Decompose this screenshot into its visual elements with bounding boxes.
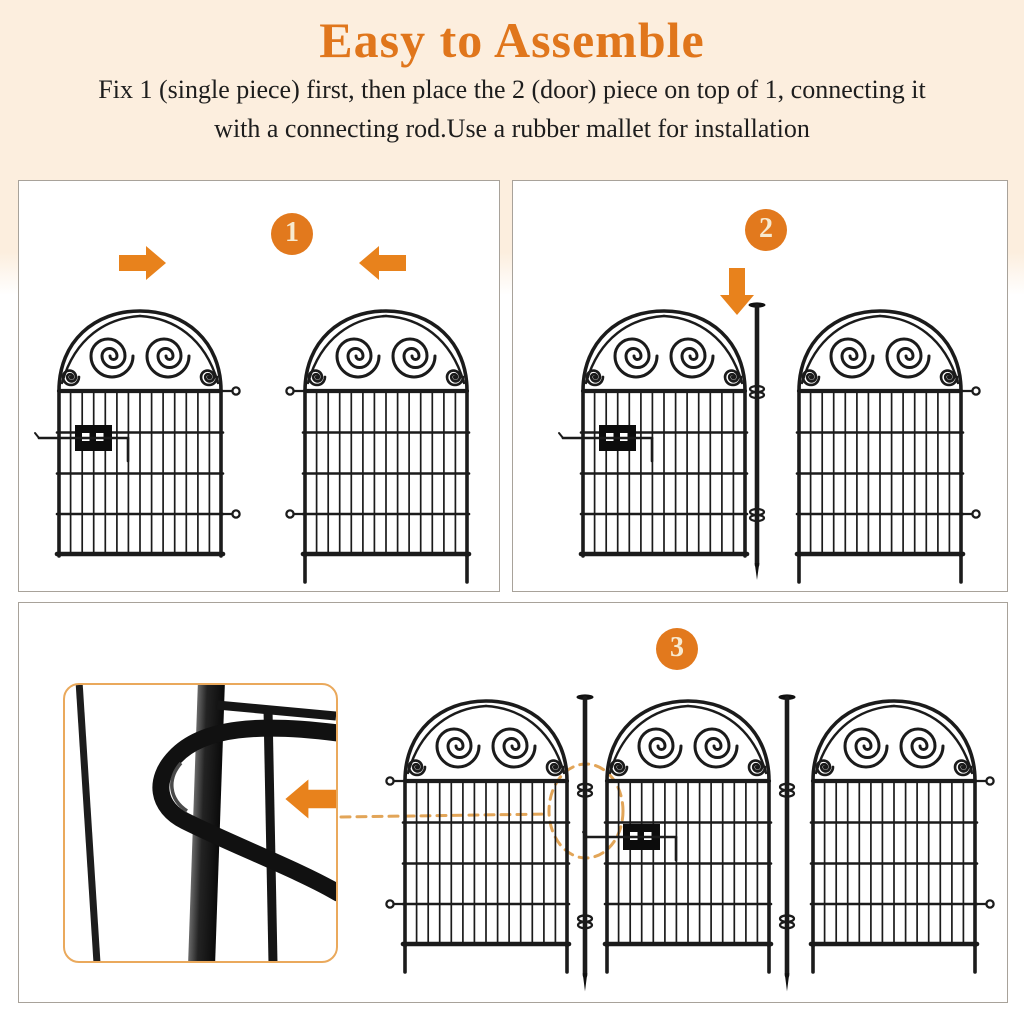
- step-3-panel: [18, 602, 1008, 1003]
- left-arrow-icon: [359, 246, 406, 280]
- down-arrow-icon: [720, 268, 754, 315]
- connecting-rod: [749, 302, 766, 580]
- step-3-badge: [656, 628, 698, 670]
- step-1-badge: [271, 213, 313, 255]
- latch-hook-closeup-photo: [65, 685, 336, 961]
- step-1-illustration: [19, 181, 499, 591]
- step-1-number: 1: [285, 217, 299, 248]
- fence-piece-with-latch: [559, 311, 747, 556]
- vertical-rod: [268, 709, 273, 961]
- header: [0, 0, 1024, 146]
- fence-piece-plain: [797, 311, 980, 582]
- dashed-connector-line: [341, 814, 548, 817]
- connecting-rod: [577, 694, 594, 991]
- side-hook-icon: [962, 387, 980, 394]
- side-hook-icon: [386, 777, 404, 784]
- subtitle-line-2: with a connecting rod.Use a rubber mallet for installation: [214, 114, 810, 144]
- side-hook-icon: [976, 900, 994, 907]
- side-hook-icon: [222, 387, 240, 394]
- side-hook-icon: [962, 510, 980, 517]
- side-hook-icon: [286, 510, 304, 517]
- fence-piece-plain: [811, 701, 994, 972]
- side-hook-icon: [386, 900, 404, 907]
- fence-piece-plain: [386, 701, 569, 972]
- latch-closeup-inset: [63, 683, 338, 963]
- subtitle-line-1: Fix 1 (single piece) first, then place the 2 (door) piece on top of 1, connecting it: [98, 74, 926, 104]
- step-3-number: 3: [670, 632, 684, 663]
- left-arrow-icon: [285, 779, 336, 818]
- step-2-panel: [512, 180, 1008, 592]
- side-hook-icon: [222, 510, 240, 517]
- top-rail: [217, 705, 336, 716]
- step-2-number: 2: [759, 213, 773, 244]
- side-hook-icon: [286, 387, 304, 394]
- step-1-panel: [18, 180, 500, 592]
- fence-piece-with-latch: [583, 701, 771, 972]
- step-2-badge: [745, 209, 787, 251]
- right-arrow-icon: [119, 246, 166, 280]
- side-hook-icon: [976, 777, 994, 784]
- fence-piece-plain: [286, 311, 469, 582]
- fence-piece-with-latch: [35, 311, 240, 556]
- connecting-rod: [779, 694, 796, 991]
- page-title: Easy to Assemble: [319, 12, 705, 68]
- background-rod: [79, 685, 97, 961]
